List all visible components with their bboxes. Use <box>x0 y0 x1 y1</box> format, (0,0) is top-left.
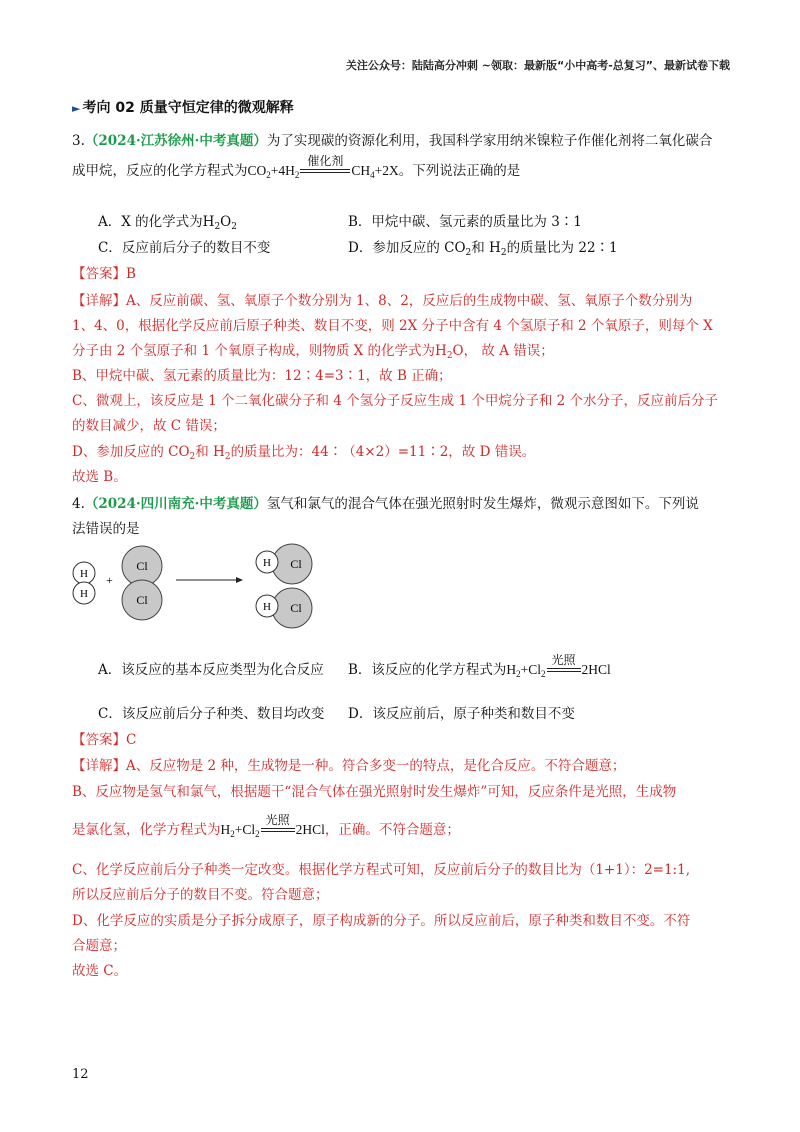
option-text: O <box>220 214 232 230</box>
option-text: B．该反应的化学方程式为 <box>348 662 507 678</box>
sub: 2 <box>214 222 221 232</box>
hcl-molecule <box>256 544 312 584</box>
cl-label: Cl <box>136 593 148 607</box>
reaction-diagram <box>66 538 326 634</box>
sub: 2 <box>266 169 271 180</box>
eq-ch4: CH <box>351 162 371 178</box>
sub: 2 <box>230 828 235 839</box>
cl-label: Cl <box>136 559 148 573</box>
q4-option-a[interactable]: A．该反应的基本反应类型为化合反应 <box>98 662 324 678</box>
reaction-arrow <box>176 577 243 583</box>
page-header: 关注公众号：陆陆高分冲刺 ~领取：最新版“小中高考-总复习”、最新试卷下载 <box>345 59 730 72</box>
section-title <box>72 97 294 117</box>
q4-option-b[interactable] <box>348 652 611 680</box>
exp-text: ，正确。不符合题意； <box>324 822 460 838</box>
light-arrow <box>547 654 581 672</box>
cl-label: Cl <box>290 601 302 615</box>
option-text: A．X 的化学式为H <box>98 214 215 230</box>
q4-explanation-line <box>72 812 460 840</box>
q3-stem-text3: 。下列说法正确的是 <box>398 163 521 179</box>
h-label: H <box>80 588 88 600</box>
sub: 2 <box>231 222 237 232</box>
q3-stem-text: 为了实现碳的资源化利用，我国科学家用纳米镍粒子作催化剂将二氧化碳合 <box>266 133 713 149</box>
h-label: H <box>263 601 271 613</box>
catalyst-label: 催化剂 <box>307 153 344 168</box>
cl-label: Cl <box>290 557 302 571</box>
q3-stem-text2: 成甲烷，反应的化学方程式为 <box>72 163 248 179</box>
h-label: H <box>263 557 271 569</box>
h-label: H <box>80 568 88 580</box>
q4-number: 4. <box>72 496 85 512</box>
exp-text: O， 故 A 错误； <box>452 343 554 359</box>
sub: 2 <box>255 828 260 839</box>
equals-bar <box>261 828 295 832</box>
q3-stem-line1 <box>72 129 712 149</box>
light-arrow <box>261 814 295 832</box>
sub: 2 <box>541 668 546 679</box>
q4-explanation-line: 所以反应前后分子的数目不变。符合题意； <box>72 887 329 903</box>
q3-explanation-line: 1、4、0，根据化学反应前后原子种类、数目不变，则 2X 分子中含有 4 个氢原子和 2 个氧原子，则每个 X <box>72 318 713 334</box>
sub: 2 <box>189 452 196 462</box>
q4-explanation-line: 【详解】A、反应物是 2 种，生成物是一种。符合多变一的特点，是化合反应。不符合题意； <box>72 758 626 774</box>
q3-number: 3. <box>72 133 85 149</box>
eq-2x: +2X <box>374 162 399 178</box>
option-text: D．参加反应的 CO <box>348 240 466 256</box>
exp-text: 分子由 2 个氢原子和 1 个氧原子构成，则物质 X 的化学式为H <box>72 343 447 359</box>
catalyst-arrow <box>300 155 350 173</box>
q4-option-d[interactable]: D．该反应前后，原子种类和数目不变 <box>348 706 575 722</box>
q3-stem-line2 <box>72 153 521 181</box>
q3-explanation-line: C、微观上，该反应是 1 个二氧化碳分子和 4 个氢分子反应生成 1 个甲烷分子和 2 个水分子，反应前后分子 <box>72 393 719 409</box>
sub: 2 <box>465 248 472 258</box>
exp-text: 的质量比为：44∶（4×2）=11∶2，故 D 错误。 <box>230 444 536 460</box>
page-number: 12 <box>72 1067 89 1082</box>
hcl-molecule <box>256 588 312 628</box>
q4-stem-text: 氢气和氯气的混合气体在强光照射时发生爆炸，微观示意图如下。下列说 <box>266 496 699 512</box>
q4-answer: 【答案】C <box>72 732 137 748</box>
equals-bar <box>547 668 581 672</box>
q4-equation <box>506 652 611 680</box>
sub: 4 <box>370 169 375 180</box>
eq-hcl: 2HCl <box>295 821 325 837</box>
q4-explanation-line: C、化学反应前后分子种类一定改变。根据化学方程式可知，反应前后分子的数目比为（1+1）：2=1:1, <box>72 862 690 878</box>
q3-explanation-line: 的数目减少，故 C 错误； <box>72 418 226 434</box>
triangle-icon: ► <box>72 102 81 115</box>
q3-option-c[interactable]: C．反应前后分子的数目不变 <box>98 240 271 256</box>
q3-option-a[interactable] <box>98 210 237 230</box>
plus-sign: + <box>106 573 113 587</box>
q4-option-c[interactable]: C．该反应前后分子种类、数目均改变 <box>98 706 325 722</box>
q3-equation <box>247 153 399 181</box>
eq-h2: H <box>506 661 517 677</box>
option-text: 和 H <box>471 240 501 256</box>
equals-bar <box>300 169 350 173</box>
q4-stem-line1 <box>72 492 699 512</box>
eq-co2: CO <box>247 162 267 178</box>
q4-stem-line2: 法错误的是 <box>72 521 140 537</box>
light-label: 光照 <box>265 812 290 827</box>
q3-option-b[interactable]: B．甲烷中碳、氢元素的质量比为 3∶1 <box>348 214 582 230</box>
exp-text: 是氯化氢，化学方程式为 <box>72 822 221 838</box>
q4-explanation-line: 合题意； <box>72 938 126 954</box>
h2-molecule <box>73 562 95 604</box>
sub: 2 <box>224 452 231 462</box>
q4-source: （2024·四川南充·中考真题） <box>84 496 267 512</box>
q3-explanation-line <box>72 440 535 460</box>
option-text: 的质量比为 22∶1 <box>506 240 618 256</box>
q3-answer: 【答案】B <box>72 266 136 282</box>
q3-explanation-line <box>72 339 554 359</box>
light-label: 光照 <box>551 652 576 667</box>
q4-explanation-line: B、反应物是氢气和氯气，根据题干“混合气体在强光照射时发生爆炸”可知，反应条件是光照，生成物 <box>72 784 677 800</box>
q3-explanation-line: B、甲烷中碳、氢元素的质量比为：12∶4=3∶1，故 B 正确； <box>72 368 452 384</box>
q3-explanation-line: 【详解】A、反应前碳、氢、氧原子个数分别为 1、8、2，反应后的生成物中碳、氢、氧原子个数分别为 <box>72 293 693 309</box>
section-title-text: 考向 02 质量守恒定律的微观解释 <box>82 100 294 116</box>
sub: 2 <box>446 351 453 361</box>
q4-explanation-line: D、化学反应的实质是分子拆分成原子，原子构成新的分子。所以反应前后，原子种类和数目不变。不符 <box>72 913 691 929</box>
exp-text: 和 H <box>195 444 225 460</box>
eq-h2: H <box>220 821 231 837</box>
q4-explanation-line: 故选 C。 <box>72 963 128 979</box>
cl2-molecule <box>122 546 162 620</box>
q3-option-d[interactable] <box>348 236 618 256</box>
sub: 2 <box>500 248 507 258</box>
eq-hcl: 2HCl <box>581 661 611 677</box>
eq-cl2: +Cl <box>520 661 542 677</box>
eq-cl2: +Cl <box>234 821 256 837</box>
sub: 2 <box>294 169 300 180</box>
q3-explanation-line: 故选 B。 <box>72 469 127 485</box>
q3-source: （2024·江苏徐州·中考真题） <box>84 133 267 149</box>
sub: 2 <box>516 668 521 679</box>
exp-text: D、参加反应的 CO <box>72 444 190 460</box>
q4-exp-equation <box>220 812 325 840</box>
eq-h2: +4H <box>270 162 295 178</box>
